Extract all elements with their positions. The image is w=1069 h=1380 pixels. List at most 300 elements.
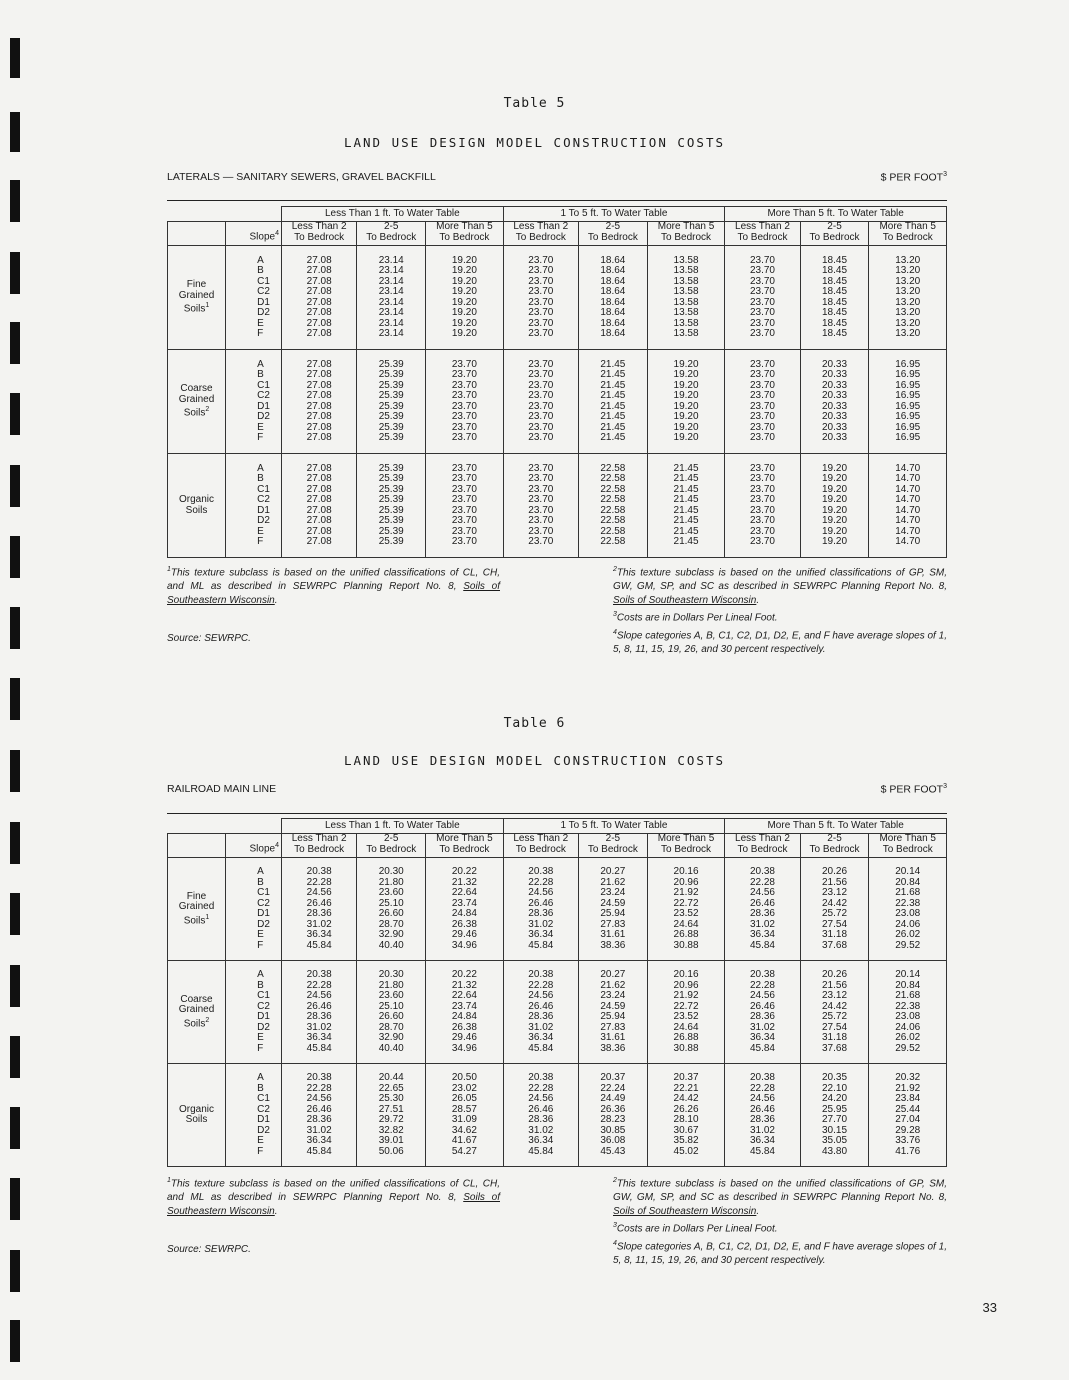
cost-value: 23.70 — [451, 525, 477, 537]
cost-value: 14.70 — [895, 462, 921, 474]
column-header-bottom: To Bedrock — [366, 843, 417, 855]
cost-column — [282, 961, 357, 1064]
column-header-bottom: To Bedrock — [882, 843, 933, 855]
cost-value: 21.68 — [895, 887, 921, 898]
cost-column — [426, 1064, 504, 1167]
cost-value: 28.36 — [528, 1011, 554, 1022]
cost-value: 23.70 — [528, 515, 554, 526]
caption-left: LATERALS — SANITARY SEWERS, GRAVEL BACKFILL — [167, 171, 436, 183]
cost-value: 24.59 — [600, 1000, 626, 1012]
column-header — [800, 834, 869, 858]
cost-value: 27.08 — [306, 390, 332, 401]
cost-value: 20.14 — [895, 866, 921, 877]
cost-value: 32.90 — [378, 1032, 404, 1043]
column-header — [725, 834, 800, 858]
footnote-3-text: Costs are in Dollars Per Lineal Foot. — [616, 1223, 778, 1235]
cost-value: 20.38 — [528, 1072, 554, 1083]
cost-value: 25.39 — [378, 483, 404, 495]
cost-value: 19.20 — [673, 432, 699, 443]
cost-value: 28.36 — [528, 1114, 554, 1125]
caption-right-text: $ PER FOOT — [880, 783, 944, 796]
table-title: Table 6 — [503, 716, 566, 731]
cost-value: 20.96 — [673, 876, 699, 888]
cost-value: 27.08 — [306, 369, 332, 380]
cost-value: 23.70 — [528, 483, 554, 495]
cost-value: 31.61 — [600, 1032, 626, 1043]
soil-header — [168, 834, 226, 858]
column-header-bottom: To Bedrock — [737, 843, 788, 855]
soil-class-text: Organic — [178, 1103, 214, 1115]
slope-label: D2 — [257, 411, 270, 422]
cost-value: 35.05 — [822, 1135, 848, 1146]
cost-value: 23.70 — [749, 307, 775, 318]
cost-value: 13.58 — [673, 317, 699, 329]
cost-value: 33.76 — [895, 1135, 921, 1146]
cost-value: 19.20 — [673, 379, 699, 391]
cost-value: 21.68 — [895, 990, 921, 1001]
footnote-end: . — [274, 595, 278, 607]
cost-column — [647, 1064, 725, 1167]
soil-section-row — [168, 858, 947, 961]
cost-value: 21.92 — [895, 1082, 921, 1094]
column-header-top: Less Than 2 — [735, 221, 790, 232]
cost-value: 34.96 — [451, 939, 477, 951]
column-header-top: Less Than 2 — [513, 833, 569, 844]
slope-label: F — [257, 328, 264, 339]
cost-value: 25.39 — [378, 411, 404, 422]
cost-value: 20.50 — [451, 1072, 477, 1083]
cost-value: 25.94 — [600, 1011, 626, 1022]
cost-value: 28.70 — [378, 918, 404, 930]
cost-value: 25.72 — [822, 908, 848, 919]
column-header-bottom: To Bedrock — [882, 231, 933, 243]
cost-value: 13.20 — [895, 286, 921, 297]
cost-value: 24.56 — [749, 990, 775, 1001]
cost-value: 45.84 — [528, 1145, 554, 1157]
slope-label: C2 — [257, 390, 270, 401]
cost-value: 45.84 — [528, 939, 554, 951]
cost-value: 23.70 — [749, 379, 775, 391]
column-header — [282, 834, 357, 858]
slope-label: A — [257, 462, 264, 474]
cost-value: 26.88 — [673, 929, 699, 940]
cost-value: 32.82 — [378, 1124, 404, 1136]
column-header-top: Less Than 2 — [513, 221, 569, 232]
cost-value: 23.70 — [528, 275, 554, 287]
cost-value: 29.52 — [895, 1042, 921, 1054]
cost-value: 23.70 — [749, 328, 775, 339]
soil-class-text: Grained — [178, 1004, 215, 1016]
cost-value-list — [282, 970, 356, 1054]
cost-value: 20.33 — [822, 432, 848, 443]
column-header-top: 2-5 — [605, 833, 621, 844]
cost-value: 23.70 — [528, 369, 554, 380]
cost-value: 20.37 — [600, 1072, 626, 1083]
cost-value: 28.36 — [306, 908, 332, 919]
column-header-bottom: To Bedrock — [809, 231, 860, 243]
cost-value: 27.08 — [306, 483, 332, 495]
footnote-text: This texture subclass is based on the unified classifications of GP, SM, GW, GM, SP, and SC as described in SEWRPC Planning Report No. 8, — [613, 567, 947, 593]
footnote-3 — [613, 1219, 947, 1236]
footnote-text: This texture subclass is based on the unified classifications of CL, CH, and ML as described in SEWRPC Planning Report No. 8, — [167, 1178, 500, 1204]
cost-value: 28.57 — [451, 1103, 477, 1115]
cost-value: 24.20 — [822, 1093, 848, 1104]
slope-label: C1 — [257, 275, 270, 287]
cost-value: 23.14 — [378, 265, 404, 276]
footnote-link: Soils of Southeastern Wisconsin — [613, 1206, 757, 1218]
slope-label: D2 — [257, 307, 270, 318]
cost-value: 22.28 — [528, 876, 554, 888]
group-header: Less Than 1 ft. To Water Table — [282, 207, 504, 222]
cost-value: 23.70 — [451, 379, 477, 391]
cost-value: 21.45 — [600, 432, 626, 443]
slope-label: D1 — [257, 296, 270, 308]
cost-value: 22.65 — [378, 1082, 404, 1094]
slope-label: D2 — [257, 1021, 270, 1033]
cost-value-list — [426, 1073, 503, 1157]
cost-value: 27.83 — [600, 918, 626, 930]
cost-value: 24.06 — [895, 918, 921, 930]
cost-value: 23.70 — [749, 536, 775, 547]
group-header: Less Than 1 ft. To Water Table — [282, 819, 504, 834]
cost-value: 21.45 — [600, 421, 626, 433]
cost-value: 22.28 — [528, 979, 554, 991]
cost-value-list — [801, 867, 869, 951]
cost-value: 23.14 — [378, 286, 404, 297]
column-header — [426, 834, 504, 858]
cost-value: 18.64 — [600, 317, 626, 329]
cost-value: 25.10 — [378, 897, 404, 909]
cost-value: 22.72 — [673, 897, 699, 909]
cost-value: 23.14 — [378, 307, 404, 318]
footnote-4-text: Slope categories A, B, C1, C2, D1, D2, E, and F have average slopes of 1, 5, 8, 11, 15, 19, 26, and 30 percent respectively. — [613, 629, 947, 655]
cost-value: 25.30 — [378, 1093, 404, 1104]
cost-value: 23.70 — [528, 296, 554, 308]
cost-value: 23.70 — [528, 254, 554, 266]
cost-value: 26.60 — [378, 908, 404, 919]
column-header-top: More Than 5 — [879, 833, 936, 844]
cost-value: 23.70 — [749, 462, 775, 474]
cost-value: 29.52 — [895, 939, 921, 951]
cost-value: 40.40 — [378, 1042, 404, 1054]
cost-value: 23.70 — [528, 286, 554, 297]
cost-value: 18.45 — [822, 328, 848, 339]
soil-class-text: Coarse — [180, 383, 213, 395]
cost-value: 45.84 — [306, 1042, 332, 1054]
slope-label: B — [257, 369, 264, 380]
cost-value: 20.33 — [822, 411, 848, 422]
cost-value: 20.14 — [895, 969, 921, 980]
footnote-3-sup: 3 — [613, 611, 617, 619]
cost-value: 20.27 — [600, 866, 626, 877]
cost-value: 19.20 — [451, 254, 477, 266]
caption-right-sup: 3 — [943, 171, 947, 178]
cost-value: 22.28 — [528, 1082, 554, 1094]
cost-value-list — [648, 970, 725, 1054]
cost-value-list — [426, 970, 503, 1054]
cost-value: 36.34 — [306, 929, 332, 940]
cost-value: 23.70 — [528, 525, 554, 537]
cost-value: 24.56 — [306, 990, 332, 1001]
cost-value: 21.80 — [378, 979, 404, 991]
cost-value: 18.64 — [600, 328, 626, 339]
cost-value: 16.95 — [895, 390, 921, 401]
cost-value-list — [357, 867, 425, 951]
cost-value: 23.52 — [673, 1011, 699, 1022]
soil-class-sup: 1 — [205, 913, 210, 921]
cost-value: 20.44 — [378, 1072, 404, 1083]
cost-value: 23.70 — [451, 369, 477, 380]
soil-class — [168, 961, 226, 1064]
column-header-bottom: To Bedrock — [515, 231, 566, 243]
cost-value: 23.60 — [378, 990, 404, 1001]
cost-value: 36.08 — [600, 1135, 626, 1146]
cost-value: 16.95 — [895, 379, 921, 391]
cost-value: 22.28 — [306, 876, 332, 888]
cost-value: 13.58 — [673, 286, 699, 297]
cost-value: 31.02 — [528, 918, 554, 930]
cost-value: 24.42 — [822, 1000, 848, 1012]
cost-value: 25.39 — [378, 390, 404, 401]
cost-column — [869, 961, 947, 1064]
cost-value: 23.70 — [451, 504, 477, 516]
slope-label: C1 — [257, 379, 270, 391]
cost-value: 20.30 — [378, 969, 404, 980]
cost-value: 23.70 — [749, 286, 775, 297]
cost-value: 13.58 — [673, 296, 699, 308]
cost-value: 26.38 — [451, 918, 477, 930]
cost-value: 45.84 — [528, 1042, 554, 1054]
cost-value: 36.34 — [749, 1032, 775, 1043]
slope-label: D2 — [257, 515, 270, 526]
cost-value-list — [648, 1073, 725, 1157]
soil-class — [168, 1064, 226, 1167]
cost-column — [357, 1064, 426, 1167]
column-header-top: Less Than 2 — [291, 833, 347, 844]
cost-value: 35.82 — [673, 1135, 699, 1146]
cost-value: 23.70 — [749, 421, 775, 433]
cost-value: 25.39 — [378, 536, 404, 547]
cost-value: 16.95 — [895, 358, 921, 370]
cost-value: 20.32 — [895, 1072, 921, 1083]
cost-value: 20.38 — [528, 969, 554, 980]
column-header-bottom: To Bedrock — [587, 231, 638, 243]
cost-value: 23.70 — [528, 379, 554, 391]
cost-value-list — [725, 970, 799, 1054]
cost-column — [578, 1064, 647, 1167]
cost-value-list — [357, 970, 425, 1054]
cost-value: 27.08 — [306, 462, 332, 474]
cost-value: 24.56 — [306, 1093, 332, 1104]
cost-value: 21.45 — [673, 536, 699, 547]
cost-value: 27.54 — [822, 1021, 848, 1033]
cost-value: 21.92 — [673, 990, 699, 1001]
cost-value: 26.88 — [673, 1032, 699, 1043]
soil-class-word — [168, 1005, 225, 1016]
cost-value: 14.70 — [895, 473, 921, 484]
cost-value: 13.20 — [895, 328, 921, 339]
footnote-3-text: Costs are in Dollars Per Lineal Foot. — [616, 612, 778, 624]
cost-column — [800, 858, 869, 961]
column-header-bottom: To Bedrock — [737, 231, 788, 243]
cost-value: 18.64 — [600, 296, 626, 308]
cost-value: 23.70 — [749, 358, 775, 370]
soil-class-sup: 1 — [205, 302, 210, 310]
slope-label: D1 — [257, 400, 270, 412]
cost-value: 23.70 — [749, 317, 775, 329]
cost-value: 25.10 — [378, 1000, 404, 1012]
cost-value: 13.20 — [895, 254, 921, 266]
cost-value: 31.02 — [528, 1124, 554, 1136]
cost-value: 18.64 — [600, 265, 626, 276]
slope-column — [226, 961, 282, 1064]
cost-value: 26.02 — [895, 929, 921, 940]
column-header-top: Less Than 2 — [291, 221, 347, 232]
column-header-top: 2-5 — [383, 833, 399, 844]
slope-list — [237, 867, 270, 951]
cost-column — [282, 1064, 357, 1167]
cost-value: 24.06 — [895, 1021, 921, 1033]
cost-value: 18.45 — [822, 286, 848, 297]
column-header — [578, 834, 647, 858]
cost-value: 27.08 — [306, 254, 332, 266]
cost-value: 23.60 — [378, 887, 404, 898]
cost-column — [869, 858, 947, 961]
soil-class-text: Soils — [185, 1114, 208, 1125]
cost-value: 23.14 — [378, 328, 404, 339]
slope-label: C2 — [257, 494, 270, 505]
cost-value: 29.46 — [451, 1032, 477, 1043]
cost-value: 27.54 — [822, 918, 848, 930]
cost-value-list — [869, 867, 946, 951]
cost-value: 23.24 — [600, 887, 626, 898]
slope-label: C2 — [257, 1000, 270, 1012]
slope-label: D2 — [257, 918, 270, 930]
cost-column — [578, 961, 647, 1064]
footnote-end: . — [756, 595, 760, 607]
cost-value: 21.62 — [600, 979, 626, 991]
cost-value: 31.18 — [822, 1032, 848, 1043]
footnote-end: . — [274, 1206, 278, 1218]
cost-value: 28.36 — [749, 1011, 775, 1022]
cost-value-list — [357, 1073, 425, 1157]
cost-value-list — [579, 970, 647, 1054]
slope-header-text: Slope — [249, 843, 276, 855]
cost-value: 25.39 — [378, 515, 404, 526]
cost-value: 27.08 — [306, 379, 332, 391]
slope-label: E — [257, 929, 264, 940]
column-header-top: 2-5 — [383, 221, 399, 232]
cost-value: 23.70 — [749, 515, 775, 526]
caption-right-text: $ PER FOOT — [880, 171, 944, 184]
cost-value: 25.39 — [378, 462, 404, 474]
cost-column — [800, 961, 869, 1064]
cost-value-list — [801, 970, 869, 1054]
cost-value: 37.68 — [822, 939, 848, 951]
cost-value: 27.08 — [306, 275, 332, 287]
soil-class-text: Fine — [186, 279, 207, 291]
cost-value: 21.32 — [451, 876, 477, 888]
slope-label: A — [257, 254, 264, 266]
slope-label: B — [257, 876, 264, 888]
cost-value: 27.08 — [306, 473, 332, 484]
cost-value-list — [725, 867, 799, 951]
cost-value: 19.20 — [451, 265, 477, 276]
cost-value: 24.64 — [673, 918, 699, 930]
cost-value: 22.10 — [822, 1082, 848, 1094]
cost-value: 20.38 — [749, 969, 775, 980]
cost-value: 24.56 — [749, 1093, 775, 1104]
cost-value: 24.56 — [749, 887, 775, 898]
cost-value: 20.22 — [451, 866, 477, 877]
cost-value: 22.24 — [600, 1082, 626, 1094]
column-header-bottom: To Bedrock — [661, 843, 712, 855]
cost-column — [725, 858, 800, 961]
cost-value: 19.20 — [673, 411, 699, 422]
cost-column — [800, 1064, 869, 1167]
column-header-top: 2-5 — [827, 221, 842, 232]
cost-value: 20.33 — [822, 369, 848, 380]
cost-value: 21.45 — [673, 462, 699, 474]
cost-value: 23.70 — [451, 400, 477, 412]
cost-value: 20.33 — [822, 421, 848, 433]
cost-value: 19.20 — [822, 462, 848, 474]
subheader-row — [168, 834, 947, 858]
page-number: 33 — [982, 1300, 997, 1315]
cost-value: 19.20 — [451, 286, 477, 297]
footnote-2 — [613, 1174, 947, 1268]
cost-value: 19.20 — [822, 494, 848, 505]
cost-value: 22.38 — [895, 1000, 921, 1012]
cost-value: 32.90 — [378, 929, 404, 940]
cost-value: 28.36 — [306, 1114, 332, 1125]
cost-value: 23.70 — [528, 473, 554, 484]
source-note: Source: SEWRPC. — [167, 1244, 251, 1255]
cost-value: 21.56 — [822, 876, 848, 888]
cost-value: 21.45 — [673, 494, 699, 505]
column-header — [503, 834, 578, 858]
cost-value: 19.20 — [673, 358, 699, 370]
cost-value: 27.08 — [306, 494, 332, 505]
footnote-sup: 1 — [167, 1177, 171, 1184]
cost-value: 20.33 — [822, 358, 848, 370]
cost-column — [725, 1064, 800, 1167]
cost-value: 27.08 — [306, 296, 332, 308]
cost-value: 18.45 — [822, 317, 848, 329]
cost-value: 31.02 — [528, 1021, 554, 1033]
soil-class-text: Soils — [183, 303, 206, 315]
soil-section-row — [168, 1064, 947, 1167]
cost-value: 16.95 — [895, 369, 921, 380]
cost-value: 20.22 — [451, 969, 477, 980]
footnote-4-sup: 4 — [613, 628, 617, 636]
cost-value: 23.70 — [528, 358, 554, 370]
slope-label: D1 — [257, 504, 270, 516]
column-header-bottom: To Bedrock — [366, 231, 417, 243]
cost-column — [869, 1064, 947, 1167]
footnote-text: This texture subclass is based on the unified classifications of GP, SM, GW, GM, SP, and SC as described in SEWRPC Planning Report No. 8, — [613, 1178, 947, 1204]
cost-value: 45.84 — [306, 939, 332, 951]
cost-value: 45.02 — [673, 1145, 699, 1157]
column-header-bottom: To Bedrock — [587, 843, 638, 855]
cost-value: 26.46 — [528, 1000, 554, 1012]
slope-label: C1 — [257, 1093, 270, 1104]
cost-value: 45.84 — [306, 1145, 332, 1157]
cost-value: 19.20 — [451, 317, 477, 329]
table-subtitle: LAND USE DESIGN MODEL CONSTRUCTION COSTS — [343, 753, 726, 768]
column-header-top: More Than 5 — [436, 221, 493, 232]
cost-value: 26.46 — [749, 1103, 775, 1115]
